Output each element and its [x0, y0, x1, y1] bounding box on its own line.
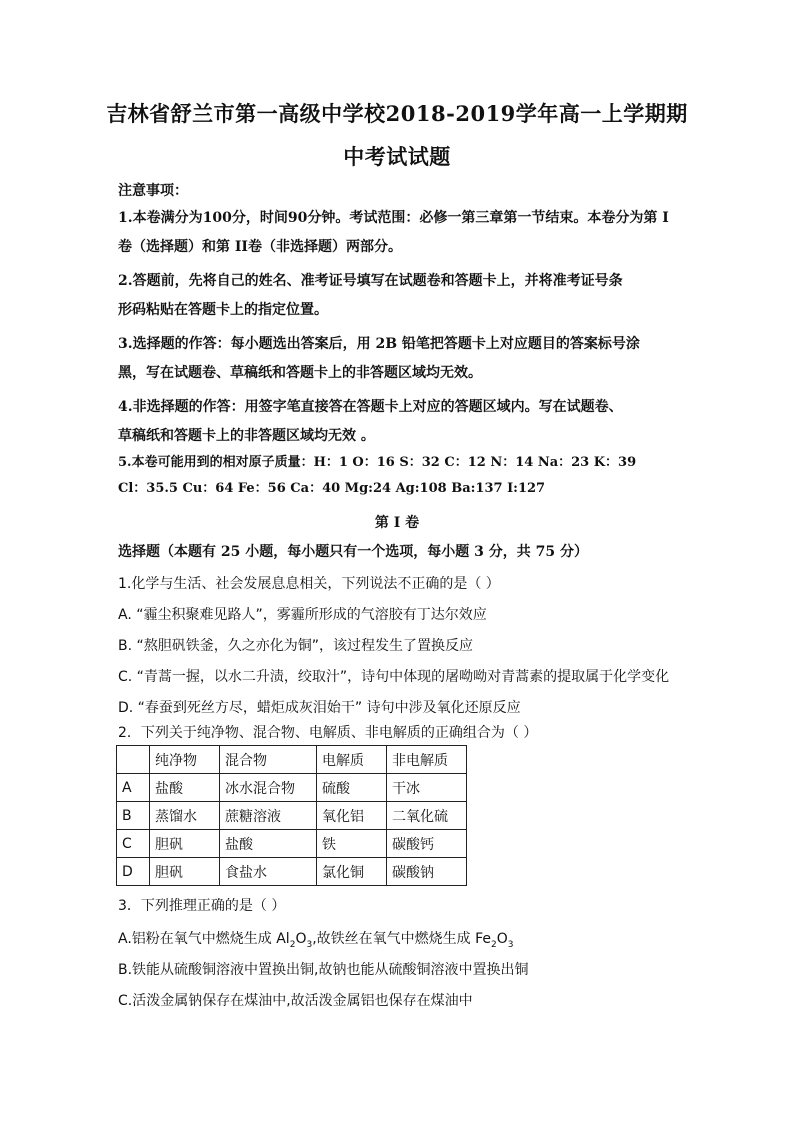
notice-line: 3.选择题的作答：每小题选出答案后，用 2B 铅笔把答题卡上对应题目的答案标号涂: [118, 336, 640, 352]
section-title: 第 I 卷: [374, 515, 420, 531]
table-cell: 干冰: [387, 774, 467, 802]
table-cell: D: [117, 858, 150, 886]
question-3-stem: 3．下列推理正确的是（ ）: [118, 898, 286, 914]
table-cell: 食盐水: [220, 858, 317, 886]
question-1-option: B. “熬胆矾铁釜，久之亦化为铜”，该过程发生了置换反应: [118, 638, 474, 654]
question-3-option-c: C.活泼金属钠保存在煤油中,故活泼金属铝也保存在煤油中: [118, 993, 473, 1009]
table-cell: 冰水混合物: [220, 774, 317, 802]
table-header-cell: 混合物: [220, 746, 317, 774]
notice-line: 4.非选择题的作答：用签字笔直接答在答题卡上对应的答题区域内。写在试题卷、: [118, 399, 623, 415]
table-cell: 盐酸: [220, 830, 317, 858]
table-cell: B: [117, 802, 150, 830]
table-cell: 盐酸: [150, 774, 220, 802]
notice-line: Cl：35.5 Cu：64 Fe：56 Ca：40 Mg:24 Ag:108 Ba:137 I:127: [118, 481, 546, 496]
table-header-cell: [117, 746, 150, 774]
exam-title-line1: 吉林省舒兰市第一高级中学校2018-2019学年高一上学期期: [106, 101, 688, 126]
table-cell: 铁: [317, 830, 387, 858]
question-1-option: D. “春蚕到死丝方尽，蜡炬成灰泪始干” 诗句中涉及氧化还原反应: [118, 700, 521, 716]
table-cell: A: [117, 774, 150, 802]
table-cell: 蒸馏水: [150, 802, 220, 830]
table-cell: 硫酸: [317, 774, 387, 802]
notice-line: 黑，写在试题卷、草稿纸和答题卡上的非答题区域均无效。: [118, 365, 482, 381]
table-row: [117, 858, 467, 886]
notice-line: 草稿纸和答题卡上的非答题区域均无效 。: [118, 428, 375, 444]
notice-line: 2.答题前，先将自己的姓名、准考证号填写在试题卷和答题卡上，并将准考证号条: [118, 273, 623, 289]
table-header-cell: 纯净物: [150, 746, 220, 774]
table-cell: 碳酸钠: [387, 858, 467, 886]
question-2-stem: 2．下列关于纯净物、混合物、电解质、非电解质的正确组合为（ ）: [118, 725, 538, 741]
section-instruction: 选择题（本题有 25 小题，每小题只有一个选项，每小题 3 分，共 75 分）: [118, 544, 588, 560]
table-cell: 胆矾: [150, 830, 220, 858]
table-row: [117, 830, 467, 858]
table-row: [117, 802, 467, 830]
question-3-option-a: A.铝粉在氧气中燃烧生成 $Al_2O_3$,故铁丝在氧气中燃烧生成 $Fe_2O_3$: [118, 931, 514, 950]
exam-title-line2: 中考试试题: [343, 144, 451, 169]
table-cell: 氯化铜: [317, 858, 387, 886]
table-cell: 蔗糖溶液: [220, 802, 317, 830]
table-header-cell: 电解质: [317, 746, 387, 774]
table-header-row: [117, 746, 467, 774]
question-1-option: C. “青蒿一握，以水二升渍，绞取汁”，诗句中体现的屠呦呦对青蒿素的提取属于化学变化: [118, 669, 670, 685]
table-cell: 二氧化硫: [387, 802, 467, 830]
table-row: [117, 774, 467, 802]
table-header-cell: 非电解质: [387, 746, 467, 774]
question-3-option-b: B.铁能从硫酸铜溶液中置换出铜,故钠也能从硫酸铜溶液中置换出铜: [118, 962, 529, 978]
table-cell: 氧化铝: [317, 802, 387, 830]
question-1-option: A. “霾尘积聚难见路人”，雾霾所形成的气溶胶有丁达尔效应: [118, 607, 487, 623]
notice-line: 形码粘贴在答题卡上的指定位置。: [118, 302, 328, 318]
table-cell: 胆矾: [150, 858, 220, 886]
notice-line: 5.本卷可能用到的相对原子质量：H：1 O：16 S：32 C：12 N：14 Na：23 K：39: [118, 455, 637, 470]
notice-line: 卷（选择题）和第 II卷（非选择题）两部分。: [118, 239, 402, 255]
notice-heading: 注意事项：: [118, 183, 188, 199]
question-2-table: [116, 745, 467, 886]
table-cell: C: [117, 830, 150, 858]
question-1-stem: 1.化学与生活、社会发展息息相关，下列说法不正确的是（ ）: [118, 576, 500, 592]
notice-line: 1.本卷满分为100分，时间90分钟。考试范围：必修一第三章第一节结束。本卷分为第 I: [118, 210, 669, 226]
table-cell: 碳酸钙: [387, 830, 467, 858]
